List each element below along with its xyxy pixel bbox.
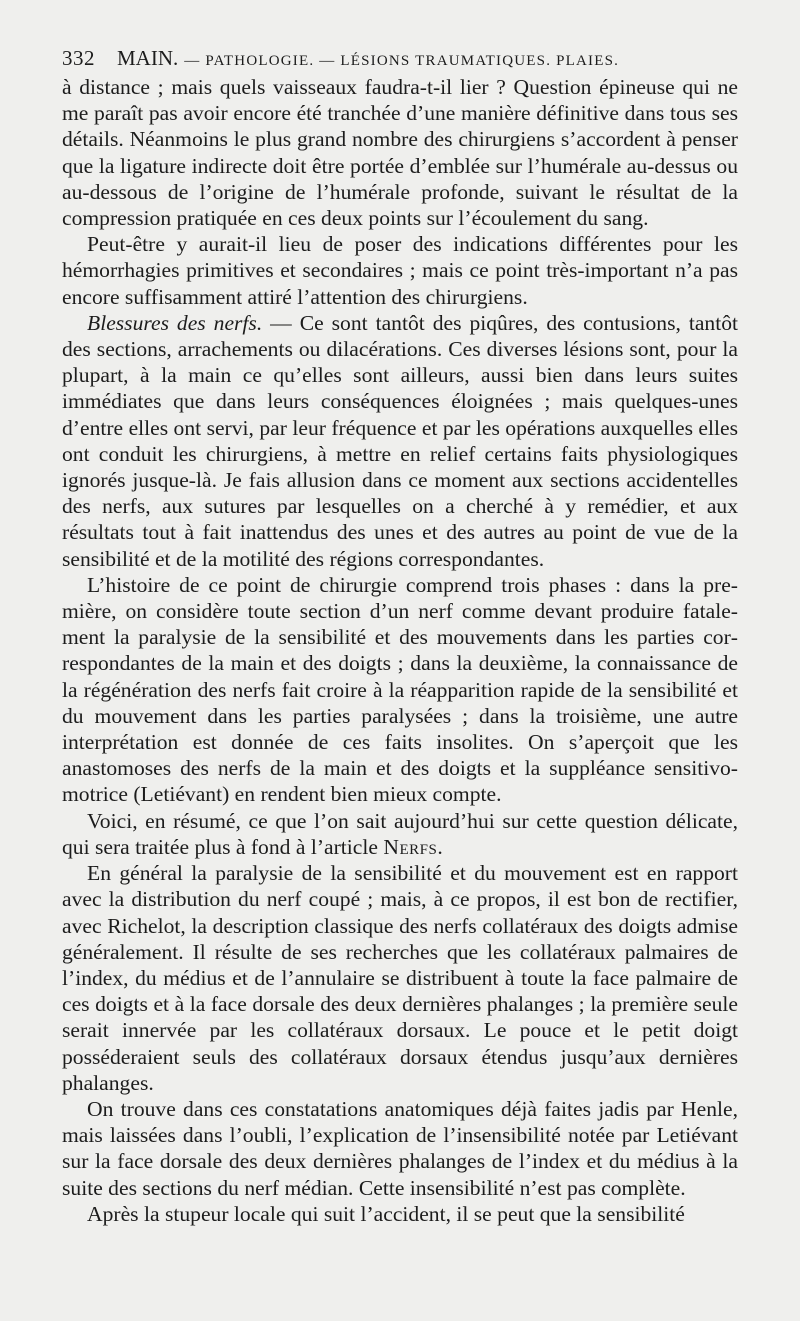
paragraph-general: En général la paralysie de la sensibilité et du mouvement est en rapport avec la distribution du nerf coupé ; mais, à ce propos, il est bon de rectifier, avec Richelot, la description classique des nerfs collatéraux des doigts admise généralement. Il résulte de ses recherches que les collatéraux palmaires de l’index, du médius et de l’annulaire se distribuent à toute la face palmaire de ces doigts et à la face dorsale des deux dernières phalanges ; la première seule serait innervée par les collatéraux dorsaux. Le pouce et le petit doigt posséderaient seuls des collatéraux dorsaux étendus jusqu’aux dernières phalanges. [62,861,738,1095]
header-title: MAIN. [117,46,179,70]
paragraph-histoire: L’histoire de ce point de chirurgie comprend trois phases : dans la première, on considère toute section d’un nerf comme devant produire fatalement la paralysie de la sensibilité et des mouvements dans les parties correspondantes de la main et des doigts ; dans la deuxième, la connaissance de la régénération des nerfs fait croire à la réapparition rapide de la sensibilité et du mouvement dans les parties paralysées ; dans la troisième, une autre interprétation est donnée de ces faits insolites. On s’aperçoit que les anastomoses des nerfs de la main et des doigts et la suppléance sensitivo-motrice (Letiévant) en rendent bien mieux compte. [62,572,738,807]
paragraph-text: Voici, en résumé, ce que l’on sait aujourd’hui sur cette question délicate, qui sera traitée plus à fond à l’article [62,808,738,859]
paragraph-hemorrhagies: Peut-être y aurait-il lieu de poser des indications différentes pour les hémorrhagies primitives et secondaires ; mais ce point très-important n’a pas encore suffisamment attiré l’attention des chirurgiens. [62,232,738,309]
paragraph-continued: à distance ; mais quels vaisseaux faudra-t-il lier ? Question épineuse qui ne me paraît pas avoir encore été tranchée d’une manière définitive dans tous ses détails. Néanmoins le plus grand nombre des chirurgiens s’accordent à penser que la ligature indirecte doit être portée d’emblée sur l’humérale au-dessus ou au-dessous de l’origine de l’humérale profonde, suivant le résultat de la compression pratiquée en ces deux points sur l’écoulement du sang. [62,75,738,231]
paragraph-text: . [437,834,443,859]
cross-reference: Nerfs [383,834,438,859]
paragraph-text: — Ce sont tantôt des piqûres, des contusions, tantôt des sections, arrachements ou dilacérations. Ces diverses lésions sont, pour la plupart, à la main ce qu’elles sont ailleurs, aussi bien dans leurs suites immédiates que dans leurs conséquences éloignées ; mais quelques-unes d’entre elles ont servi, par leur fréquence et par les opérations auxquelles elles ont conduit les chirurgiens, à mettre en relief certains faits physiologiques ignorés jusque-là. Je fais allusion dans ce moment aux sections accidentelles des nerfs, aux sutures par lesquelles on a cherché à y remédier, et aux résultats tout à fait inattendus des unes et des autres au point de vue de la sensibilité et de la motilité des régions correspondantes. [62,310,738,571]
paragraph-resume [62,808,738,860]
paragraph-blessures-nerfs [62,310,738,572]
section-heading-italic: Blessures des nerfs. [87,310,263,335]
running-header [62,44,738,72]
page-number: 332 [62,46,95,70]
paragraph-constatations: On trouve dans ces constatations anatomiques déjà faites jadis par Henle, mais laissées dans l’oubli, l’explication de l’insensibilité notée par Letiévant sur la face dorsale des deux dernières phalanges de l’index et du médius à la suite des sections du nerf médian. Cette insensibilité n’est pas complète. [62,1096,738,1200]
paragraph-stupeur: Après la stupeur locale qui suit l’accident, il se peut que la sensibilité [87,1201,685,1226]
body-text [62,74,738,1227]
header-subtitle: — PATHOLOGIE. — LÉSIONS TRAUMATIQUES. PLAIES. [184,53,620,69]
